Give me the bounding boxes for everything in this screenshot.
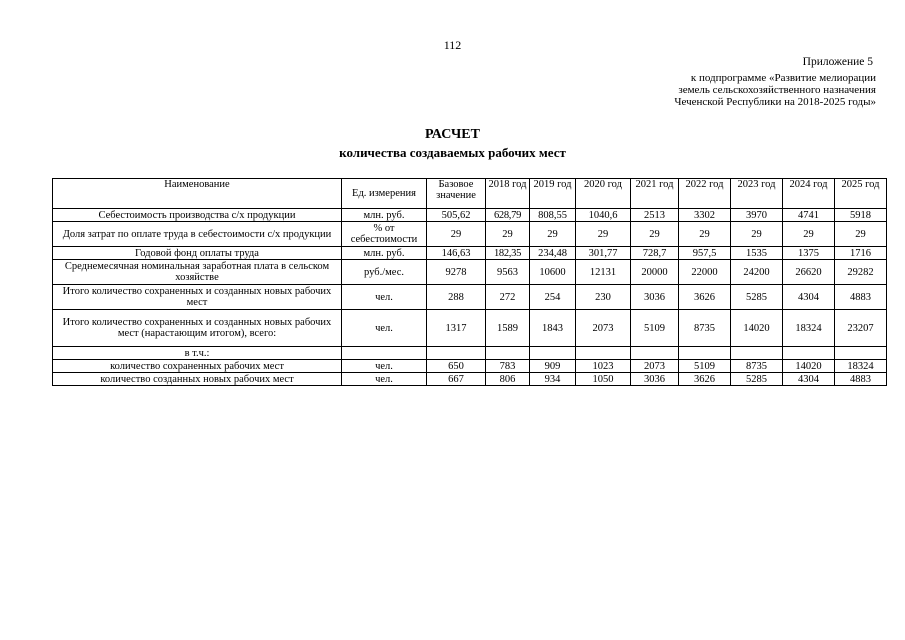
cell-value: 5285 [731,285,783,310]
cell-value: 3302 [679,209,731,222]
subprogram-line: земель сельскохозяйственного назначения [678,84,876,96]
table-row [53,285,887,310]
table-row [53,310,887,347]
cell-value [530,347,576,360]
cell-value: 4304 [783,373,835,386]
cell-value: 234,48 [530,247,576,260]
document-title: РАСЧЕТ [425,127,480,142]
subprogram-line: Чеченской Республики на 2018-2025 годы» [674,96,876,108]
cell-value: 5109 [631,310,679,347]
cell-value: 14020 [731,310,783,347]
row-name: количество сохраненных рабочих мест [53,360,342,373]
cell-value: 230 [576,285,631,310]
row-name: в т.ч.: [53,347,342,360]
table-row [53,222,887,247]
table-row [53,260,887,285]
row-unit: чел. [342,310,427,347]
cell-value [576,347,631,360]
header-cell: 2020 год [576,179,631,209]
cell-value: 29 [530,222,576,247]
calculation-table [52,178,887,386]
cell-value: 29 [835,222,887,247]
cell-value: 3036 [631,285,679,310]
cell-value: 26620 [783,260,835,285]
cell-value: 909 [530,360,576,373]
cell-value: 29 [427,222,486,247]
cell-value: 29282 [835,260,887,285]
subprogram-line: к подпрограмме «Развитие мелиорации [690,72,876,84]
row-unit: руб./мес. [342,260,427,285]
cell-value: 806 [486,373,530,386]
cell-value [835,347,887,360]
table-row [53,347,887,360]
cell-value: 1050 [576,373,631,386]
cell-value: 18324 [783,310,835,347]
row-name: количество созданных новых рабочих мест [53,373,342,386]
cell-value: 1589 [486,310,530,347]
cell-value [679,347,731,360]
cell-value: 3970 [731,209,783,222]
row-unit: % от себестоимости [342,222,427,247]
cell-value [427,347,486,360]
cell-value: 1843 [530,310,576,347]
cell-value: 1716 [835,247,887,260]
cell-value: 8735 [679,310,731,347]
row-unit: млн. руб. [342,209,427,222]
table-row [53,360,887,373]
cell-value: 22000 [679,260,731,285]
row-unit [342,347,427,360]
cell-value: 628,79 [486,209,530,222]
cell-value: 12131 [576,260,631,285]
row-unit: чел. [342,373,427,386]
cell-value: 3626 [679,373,731,386]
document-subtitle: количества создаваемых рабочих мест [339,145,566,160]
cell-value: 2073 [576,310,631,347]
cell-value: 9278 [427,260,486,285]
cell-value: 301,77 [576,247,631,260]
cell-value: 23207 [835,310,887,347]
header-cell: 2018 год [486,179,530,209]
row-name: Итого количество сохраненных и созданных новых рабочих мест (нарастающим итогом), всего: [53,310,342,347]
header-cell: 2025 год [835,179,887,209]
header-cell: Базовое значение [427,179,486,209]
cell-value: 5285 [731,373,783,386]
row-name: Доля затрат по оплате труда в себестоимости с/х продукции [53,222,342,247]
cell-value: 728,7 [631,247,679,260]
cell-value: 783 [486,360,530,373]
cell-value: 29 [576,222,631,247]
cell-value: 182,35 [486,247,530,260]
cell-value: 934 [530,373,576,386]
cell-value: 146,63 [427,247,486,260]
cell-value: 650 [427,360,486,373]
cell-value: 4883 [835,285,887,310]
cell-value: 20000 [631,260,679,285]
appendix-label: Приложение 5 [802,56,873,68]
row-name: Итого количество сохраненных и созданных новых рабочих мест [53,285,342,310]
cell-value: 24200 [731,260,783,285]
subprogram-reference [546,72,876,108]
cell-value: 288 [427,285,486,310]
cell-value: 29 [486,222,530,247]
row-unit: чел. [342,285,427,310]
header-cell: Ед. измерения [342,179,427,209]
row-name: Годовой фонд оплаты труда [53,247,342,260]
cell-value: 29 [679,222,731,247]
cell-value: 5109 [679,360,731,373]
row-name: Себестоимость производства с/х продукции [53,209,342,222]
cell-value: 3626 [679,285,731,310]
header-cell: 2021 год [631,179,679,209]
cell-value: 3036 [631,373,679,386]
cell-value: 29 [631,222,679,247]
table-header-row [53,179,887,209]
cell-value: 5918 [835,209,887,222]
cell-value: 2513 [631,209,679,222]
cell-value: 957,5 [679,247,731,260]
header-cell: 2022 год [679,179,731,209]
cell-value: 4304 [783,285,835,310]
header-cell: 2024 год [783,179,835,209]
cell-value: 4741 [783,209,835,222]
cell-value: 808,55 [530,209,576,222]
cell-value: 272 [486,285,530,310]
cell-value: 14020 [783,360,835,373]
header-cell: 2019 год [530,179,576,209]
cell-value: 505,62 [427,209,486,222]
cell-value [486,347,530,360]
cell-value: 254 [530,285,576,310]
row-unit: млн. руб. [342,247,427,260]
cell-value [731,347,783,360]
cell-value: 1375 [783,247,835,260]
cell-value [783,347,835,360]
cell-value: 9563 [486,260,530,285]
cell-value: 667 [427,373,486,386]
cell-value [631,347,679,360]
cell-value: 10600 [530,260,576,285]
cell-value: 18324 [835,360,887,373]
cell-value: 1040,6 [576,209,631,222]
cell-value: 1535 [731,247,783,260]
table-row [53,373,887,386]
table-row [53,247,887,260]
cell-value: 4883 [835,373,887,386]
cell-value: 29 [731,222,783,247]
page-number: 112 [443,38,462,52]
cell-value: 1317 [427,310,486,347]
cell-value: 1023 [576,360,631,373]
header-cell: Наименование [53,179,342,209]
cell-value: 29 [783,222,835,247]
table-row [53,209,887,222]
header-cell: 2023 год [731,179,783,209]
row-unit: чел. [342,360,427,373]
row-name: Среднемесячная номинальная заработная плата в сельском хозяйстве [53,260,342,285]
cell-value: 8735 [731,360,783,373]
cell-value: 2073 [631,360,679,373]
